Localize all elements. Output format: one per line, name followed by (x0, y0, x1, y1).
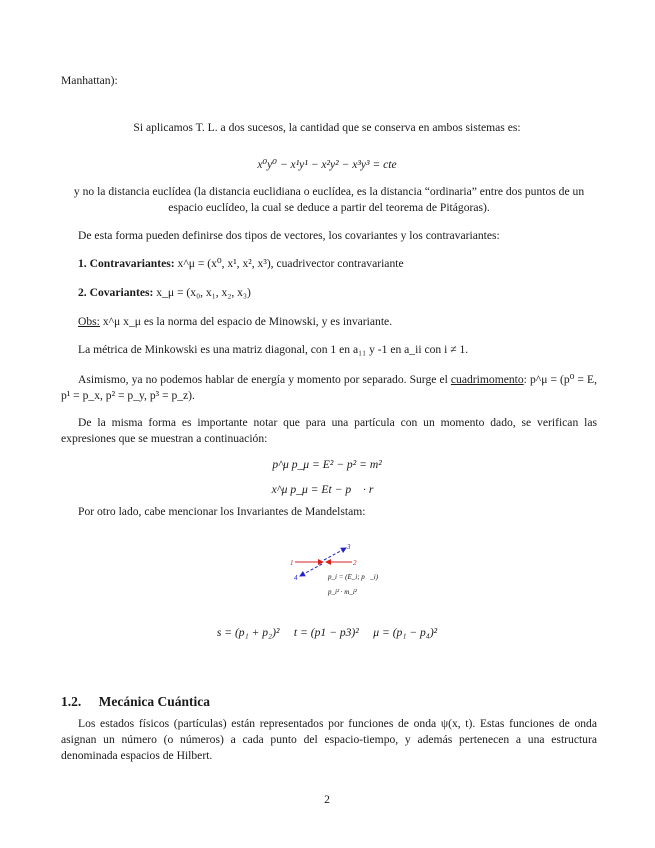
equation-mandelstam: s = (p₁ + p₂)² t = (p1 − p3)² μ = (p₁ − p₄)² (216, 626, 438, 639)
paragraph-euclidean: y no la distancia euclídea (la distancia euclidiana o euclídea, es la distancia “ordinaria” entre dos puntos de un espacio euclídeo, la cual se deduce a partir del teorema de Pitágoras). (73, 185, 585, 214)
paragraph-vector-types: De esta forma pueden definirse dos tipos de vectores, los covariantes y los contravariantes: (78, 229, 500, 242)
equation-pp: p^μ p_μ = E² − p² = m² (272, 458, 382, 471)
paragraph-lorentz: Si aplicamos T. L. a dos sucesos, la cantidad que se conserva en ambos sistemas es: (133, 121, 521, 134)
section-title: Mecánica Cuántica (98, 694, 210, 709)
section-number: 1.2. (61, 694, 82, 709)
label-2: 2 (353, 559, 357, 567)
covariant-text: x_μ = (x₀, x₁, x₂, x₃) (156, 286, 251, 299)
obs-text: x^μ x_μ es la norma del espacio de Minowski, y es invariante. (102, 315, 393, 328)
item-contravariant (78, 256, 404, 272)
label-1: 1 (290, 559, 294, 567)
observation (78, 314, 392, 330)
equation-interval: x⁰y⁰ − x¹y¹ − x²y² − x³y³ = cte (257, 158, 397, 171)
paragraph-quantum: Los estados físicos (partículas) están representados por funciones de onda ψ(x, t). Estas funciones de onda asignan un número (o números) a cada punto del espacio-tiempo, y además pertenecen a una estructura denominada espacios de Hilbert. (61, 717, 597, 762)
four-momentum-term: cuadrimomento (450, 373, 524, 386)
label-4: 4 (294, 574, 298, 582)
contravariant-text: x^μ = (x⁰, x¹, x², x³), cuadrivector contravariante (177, 257, 404, 270)
section-heading (61, 694, 210, 710)
paragraph-metric: La métrica de Minkowski es una matriz diagonal, con 1 en a₁₁ y -1 en a_ii con i ≠ 1. (78, 343, 469, 356)
mandelstam-diagram (280, 538, 380, 604)
arrow-particle-3 (324, 548, 346, 560)
page-number: 2 (324, 793, 330, 806)
continuation-text: Manhattan): (61, 74, 118, 87)
arrow-particle-4 (300, 564, 322, 576)
paragraph-particle: De la misma forma es importante notar que para una partícula con un momento dado, se verifican las expresiones que se muestran a continuación: (61, 416, 597, 445)
covariant-label: 2. Covariantes: (78, 286, 154, 299)
paragraph-four-momentum (61, 372, 597, 404)
paragraph-mandelstam: Por otro lado, cabe mencionar los Invariantes de Mandelstam: (78, 505, 366, 518)
equation-xp: x^μ p_μ = Et − p⃗ · r⃗ (271, 483, 383, 496)
four-momentum-text-a: Asimismo, ya no podemos hablar de energía y momento por separado. Surge el (78, 373, 448, 386)
obs-label: Obs: (78, 315, 100, 328)
item-covariant (78, 285, 251, 301)
contravariant-label: 1. Contravariantes: (78, 257, 175, 270)
label-four-momentum: p_i = (E_i; p⃗_i) (328, 573, 379, 581)
label-3: 3 (347, 543, 351, 551)
label-mass: p_i² · m_i² (328, 588, 357, 596)
four-momentum-text-b: : p^μ = (p⁰ = E, p¹ = p_x, p² = p_y, p³ = p_z). (61, 373, 597, 402)
